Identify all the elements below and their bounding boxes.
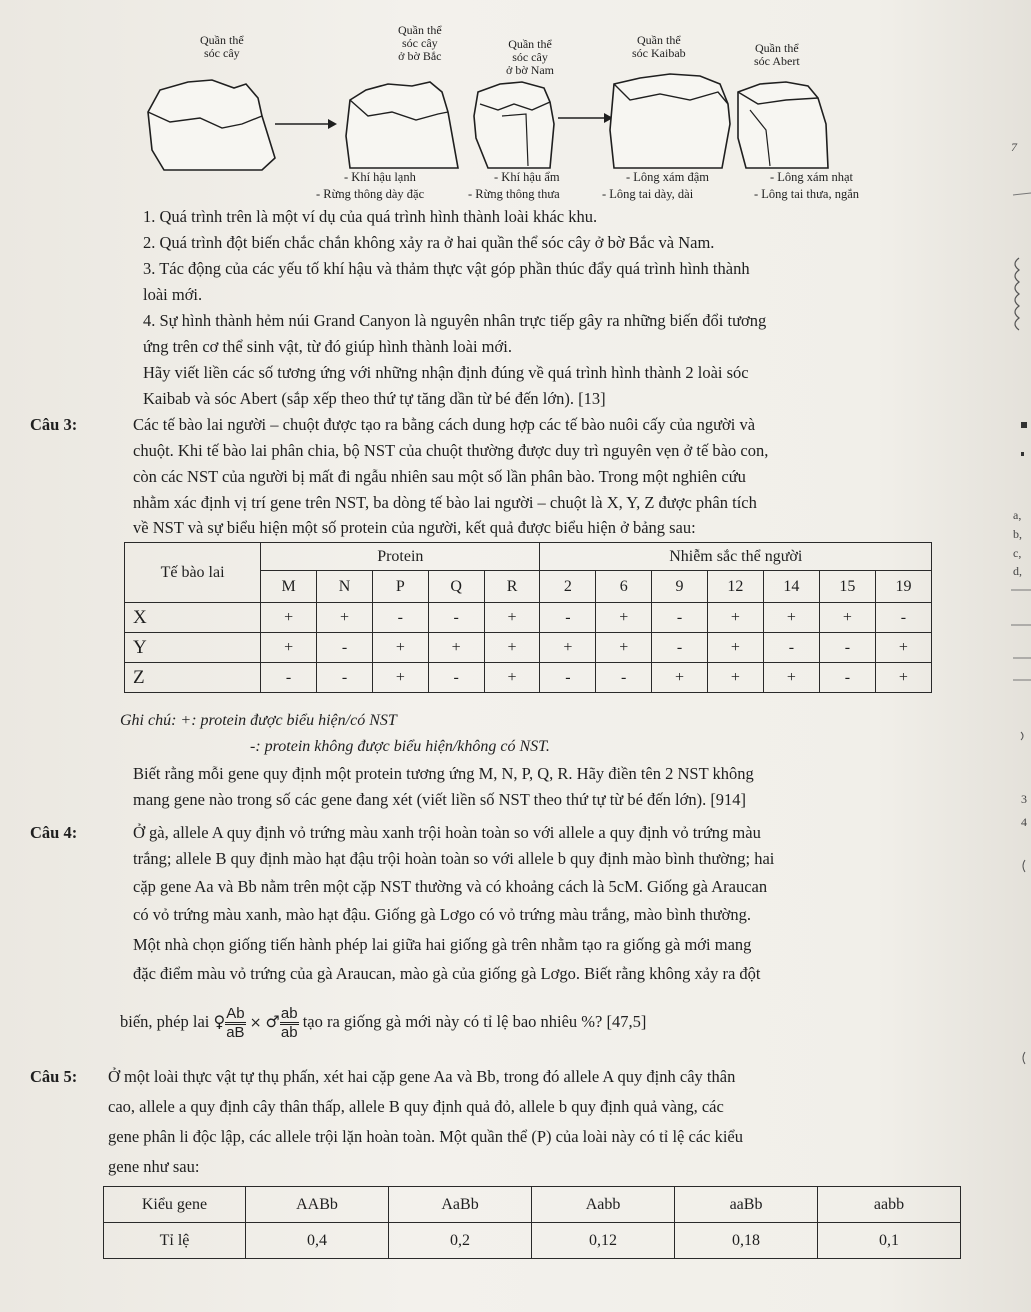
q4-line-6: đặc điểm màu vỏ trứng của gà Araucan, mào gà của giống gà Lơgo. Biết rằng không xảy ra đột [133, 964, 761, 983]
margin-mark: c, [1013, 546, 1022, 560]
q4-line-3: cặp gene Aa và Bb nằm trên một cặp NST thường và có khoảng cách là 5cM. Giống gà Araucan [133, 877, 768, 896]
statement-3-cont: loài mới. [143, 285, 203, 304]
chromosome-header: 2 [540, 571, 596, 603]
expression-cell: + [596, 603, 652, 633]
trait-humid-climate: - Khí hậu ẩm [494, 170, 560, 184]
expression-cell: - [596, 663, 652, 693]
canyon-north-shape [346, 82, 458, 168]
q5-line-1: Ở một loài thực vật tự thụ phấn, xét hai cặp gene Aa và Bb, trong đó allele A quy định cây thân [108, 1067, 736, 1086]
statement-2: 2. Quá trình đột biến chắc chắn không xảy ra ở hai quần thể sóc cây ở bờ Bắc và Nam. [143, 233, 715, 252]
chromosome-header: 6 [596, 571, 652, 603]
q4-line-2: trắng; allele B quy định mào hạt đậu trội hoàn toàn so với allele b quy định mào bình thường; hai [133, 849, 775, 868]
header-protein: Protein [261, 543, 540, 571]
table-note-plus: Ghi chú: +: protein được biểu hiện/có NST [120, 712, 397, 729]
expression-cell: + [707, 603, 763, 633]
label-abert: Quần thể sóc Abert [754, 41, 800, 68]
q4-line-4: có vỏ trứng màu xanh, mào hạt đậu. Giống gà Lơgo có vỏ trứng màu trắng, mào bình thường. [133, 905, 751, 924]
trait-thin-ear-fur: - Lông tai thưa, ngắn [754, 187, 860, 201]
q2-instruction-cont: Kaibab và sóc Abert (sắp xếp theo thứ tự tăng dần từ bé đến lớn). [13] [143, 389, 606, 408]
expression-cell: + [261, 603, 317, 633]
expression-cell: - [428, 603, 484, 633]
expression-cell: + [652, 663, 708, 693]
trait-dense-forest: - Rừng thông dày đặc [316, 187, 425, 201]
expression-cell: - [540, 603, 596, 633]
trait-dark-fur: - Lông xám đậm [626, 170, 709, 184]
ratio-cell: 0,12 [532, 1223, 675, 1259]
margin-mark: d, [1013, 564, 1022, 578]
margin-mark: b, [1013, 527, 1022, 541]
q4-title: Câu 4: [30, 823, 78, 842]
expression-cell: + [875, 633, 931, 663]
label-kaibab: Quần thể sóc Kaibab [632, 33, 686, 60]
expression-cell: - [652, 633, 708, 663]
protein-header: N [317, 571, 373, 603]
label-tree-squirrel: Quần thể sóc cây [200, 33, 244, 60]
expression-cell: + [763, 603, 819, 633]
plateau-shape-1 [148, 80, 275, 170]
protein-header: R [484, 571, 540, 603]
genotype-cell: AABb [245, 1187, 388, 1223]
abert-shape [738, 82, 828, 168]
hybrid-cell-table [124, 542, 932, 693]
expression-cell: - [819, 663, 875, 693]
male-symbol: ♂ [265, 1012, 280, 1031]
expression-cell: + [372, 633, 428, 663]
trait-thick-ear-fur: - Lông tai dày, dài [602, 187, 694, 201]
q4-line-5: Một nhà chọn giống tiến hành phép lai giữa hai giống gà trên nhằm tạo ra giống gà mới mang [133, 935, 752, 954]
statement-3: 3. Tác động của các yếu tố khí hậu và thảm thực vật góp phần thúc đẩy quá trình hình thành [143, 259, 750, 278]
q4-line-1: Ở gà, allele A quy định vỏ trứng màu xanh trội hoàn toàn so với allele a quy định vỏ trứng màu [133, 823, 761, 842]
header-chromosomes: Nhiễm sắc thể người [540, 543, 932, 571]
expression-cell: + [428, 633, 484, 663]
kaibab-shape [610, 74, 730, 168]
q3-line-2: chuột. Khi tế bào lai phân chia, bộ NST của chuột thường được duy trì nguyên vẹn ở tế bào con, [133, 441, 769, 460]
q5-line-2: cao, allele a quy định cây thân thấp, allele B quy định quả đỏ, allele b quy định quả vàng, các [108, 1097, 724, 1116]
canyon-south-shape [474, 82, 554, 168]
genotype-cell: aabb [818, 1187, 961, 1223]
expression-cell: - [819, 633, 875, 663]
expression-cell: + [372, 663, 428, 693]
ratio-cell: 0,4 [245, 1223, 388, 1259]
expression-cell: + [484, 603, 540, 633]
protein-header: M [261, 571, 317, 603]
q4-cross-line [120, 1002, 646, 1042]
chromosome-header: 14 [763, 571, 819, 603]
expression-cell: + [317, 603, 373, 633]
female-den: aB [226, 1023, 245, 1041]
margin-strokes [1001, 0, 1031, 1312]
chromosome-header: 12 [707, 571, 763, 603]
hybrid-cell-name: Z [125, 663, 261, 693]
q3-title: Câu 3: [30, 415, 78, 434]
margin-mark: 3 [1021, 792, 1027, 806]
expression-cell: - [763, 633, 819, 663]
trait-cold-climate: - Khí hậu lạnh [344, 170, 416, 184]
hybrid-row [125, 663, 932, 693]
female-genotype-fraction [225, 1006, 245, 1041]
expression-cell: - [540, 663, 596, 693]
protein-header: P [372, 571, 428, 603]
expression-cell: + [484, 663, 540, 693]
q3-line-3: còn các NST của người bị mất đi ngẫu nhiên sau một số lần phân bào. Trong một nghiên cứu [133, 467, 746, 486]
chromosome-header: 19 [875, 571, 931, 603]
margin-mark: 4 [1021, 815, 1027, 829]
male-num: ab [280, 1004, 298, 1022]
expression-cell: + [819, 603, 875, 633]
cross-suffix: tạo ra giống gà mới này có tỉ lệ bao nhiêu %? [47,5] [302, 1012, 647, 1031]
expression-cell: - [317, 663, 373, 693]
q3-question-2: mang gene nào trong số các gene đang xét (viết liền số NST theo thứ tự từ bé đến lớn). [914] [133, 790, 747, 809]
margin-mark: a, [1013, 508, 1022, 522]
ratio-header: Tỉ lệ [104, 1223, 246, 1259]
q2-instruction: Hãy viết liền các số tương ứng với những nhận định đúng về quá trình hình thành 2 loài sóc [143, 363, 749, 382]
adjacent-page-margin [1001, 0, 1031, 1312]
times-sign: × [249, 1015, 262, 1031]
expression-cell: - [428, 663, 484, 693]
expression-cell: - [261, 663, 317, 693]
q3-line-1: Các tế bào lai người – chuột được tạo ra bằng cách dung hợp các tế bào nuôi cấy của người và [133, 415, 756, 434]
q3-line-4: nhằm xác định vị trí gene trên NST, ba dòng tế bào lai người – chuột là X, Y, Z được phân tích [133, 493, 757, 512]
genotype-cell: aaBb [675, 1187, 818, 1223]
female-num: Ab [226, 1004, 245, 1022]
expression-cell: - [875, 603, 931, 633]
ratio-cell: 0,18 [675, 1223, 818, 1259]
expression-cell: + [875, 663, 931, 693]
chromosome-header: 9 [652, 571, 708, 603]
genotype-table [103, 1186, 961, 1259]
protein-header: Q [428, 571, 484, 603]
hybrid-cell-name: X [125, 603, 261, 633]
genotype-cell: AaBb [389, 1187, 532, 1223]
hybrid-cell-name: Y [125, 633, 261, 663]
q3-line-5: về NST và sự biểu hiện một số protein của người, kết quả được biểu hiện ở bảng sau: [133, 518, 696, 537]
genotype-header: Kiểu gene [104, 1187, 246, 1223]
expression-cell: + [540, 633, 596, 663]
table-note-minus: -: protein không được biểu hiện/không có NST. [250, 738, 550, 755]
statement-4: 4. Sự hình thành hẻm núi Grand Canyon là nguyên nhân trực tiếp gây ra những biến đổi tương [143, 311, 767, 330]
expression-cell: - [652, 603, 708, 633]
trait-sparse-forest: - Rừng thông thưa [468, 187, 560, 201]
cross-prefix: biến, phép lai [120, 1012, 210, 1031]
expression-cell: + [261, 633, 317, 663]
expression-cell: - [372, 603, 428, 633]
margin-mark: 7 [1011, 140, 1017, 154]
male-den: ab [280, 1023, 298, 1041]
female-symbol: ♀ [213, 1012, 226, 1031]
chromosome-header: 15 [819, 571, 875, 603]
male-genotype-fraction [280, 1006, 299, 1041]
expression-cell: + [707, 633, 763, 663]
ratio-cell: 0,2 [389, 1223, 532, 1259]
q5-line-3: gene phân li độc lập, các allele trội lặn hoàn toàn. Một quần thể (P) của loài này có tỉ lệ các kiểu [108, 1127, 744, 1146]
expression-cell: + [596, 633, 652, 663]
trait-light-fur: - Lông xám nhạt [770, 170, 853, 184]
label-south-bank: Quần thể sóc cây ở bờ Nam [506, 37, 555, 77]
header-hybrid-cell: Tế bào lai [125, 543, 261, 603]
speciation-diagram [130, 20, 910, 205]
q5-title: Câu 5: [30, 1067, 78, 1086]
expression-cell: - [317, 633, 373, 663]
q3-question-1: Biết rằng mỗi gene quy định một protein tương ứng M, N, P, Q, R. Hãy điền tên 2 NST không [133, 764, 754, 783]
statement-4-cont: ứng trên cơ thể sinh vật, từ đó giúp hình thành loài mới. [143, 337, 512, 356]
label-north-bank: Quần thể sóc cây ở bờ Bắc [398, 23, 442, 63]
hybrid-cell-rows [125, 603, 932, 693]
genotype-cell: Aabb [532, 1187, 675, 1223]
ratio-cell: 0,1 [818, 1223, 961, 1259]
hybrid-row [125, 603, 932, 633]
statement-1: 1. Quá trình trên là một ví dụ của quá trình hình thành loài khác khu. [143, 207, 598, 226]
expression-cell: + [763, 663, 819, 693]
expression-cell: + [484, 633, 540, 663]
hybrid-row [125, 633, 932, 663]
q5-line-4: gene như sau: [108, 1157, 200, 1176]
expression-cell: + [707, 663, 763, 693]
